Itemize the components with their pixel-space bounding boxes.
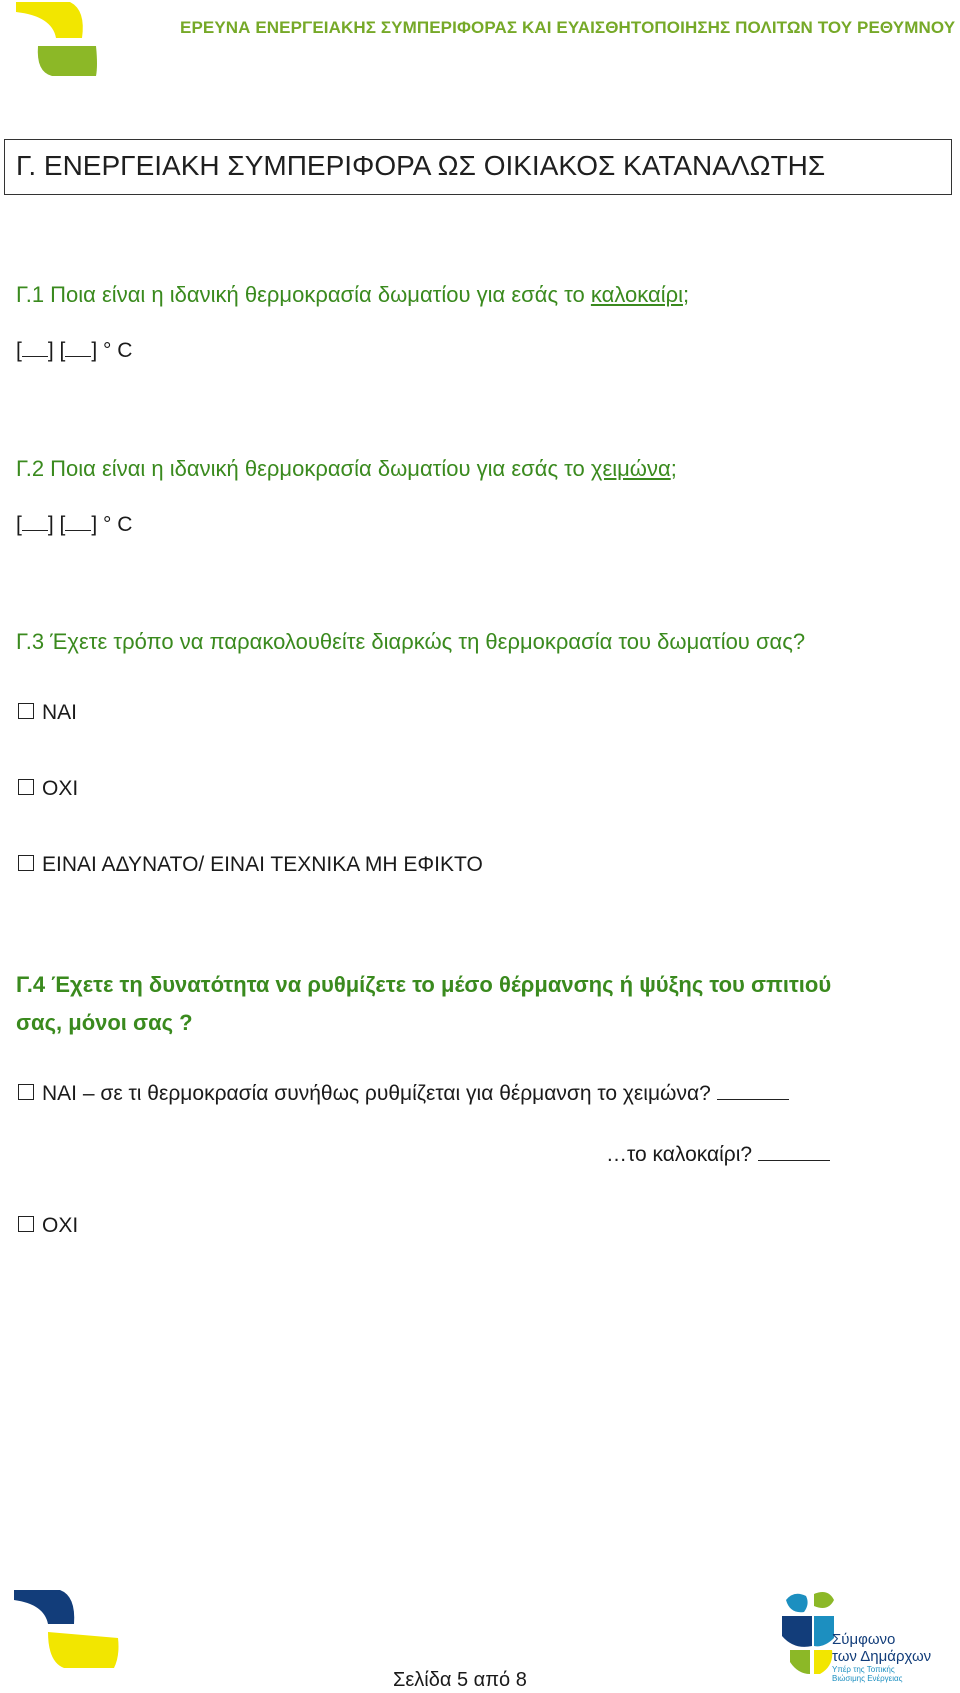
option-g4-no[interactable] bbox=[18, 1214, 78, 1238]
unit-celsius: ° C bbox=[103, 339, 133, 362]
logo-line-4: Βιώσιμης Ενέργειας bbox=[832, 1674, 903, 1683]
question-g1 bbox=[16, 282, 689, 308]
header-title: ΕΡΕΥΝΑ ΕΝΕΡΓΕΙΑΚΗΣ ΣΥΜΠΕΡΙΦΟΡΑΣ ΚΑΙ ΕΥΑΙΣΘΗΤΟΠΟΙΗΣΗΣ ΠΟΛΙΤΩΝ ΤΟΥ ΡΕΘΥΜΝΟΥ bbox=[180, 18, 956, 37]
unit-celsius: ° C bbox=[103, 513, 133, 536]
option-g3-no[interactable] bbox=[18, 777, 78, 801]
question-g1-emphasis: καλοκαίρι bbox=[590, 282, 683, 307]
question-g2 bbox=[16, 456, 677, 482]
checkbox[interactable] bbox=[18, 855, 34, 871]
temp-digit-2-field[interactable] bbox=[65, 512, 91, 531]
top-logo bbox=[12, 2, 104, 76]
question-g4-line1: Γ.4 Έχετε τη δυνατότητα να ρυθμίζετε το μέσο θέρμανσης ή ψύξης του σπιτιού bbox=[16, 972, 832, 997]
question-g2-end: ; bbox=[670, 456, 677, 481]
temp-digit-2-field[interactable] bbox=[65, 338, 91, 357]
page-number: Σελίδα 5 από 8 bbox=[393, 1669, 527, 1691]
option-label: ΟΧΙ bbox=[42, 1214, 79, 1237]
option-g4-yes[interactable] bbox=[18, 1081, 789, 1106]
checkbox[interactable] bbox=[18, 703, 34, 719]
temp-digit-1-field[interactable] bbox=[22, 338, 48, 357]
logo-line-1: Σύμφωνο bbox=[832, 1631, 896, 1648]
winter-temperature-field[interactable] bbox=[717, 1081, 789, 1100]
logo-text bbox=[832, 1631, 931, 1683]
bottom-left-logo bbox=[14, 1590, 120, 1670]
option-label: ΟΧΙ bbox=[42, 777, 79, 800]
section-title: Γ. ΕΝΕΡΓΕΙΑΚΗ ΣΥΜΠΕΡΙΦΟΡΑ ΩΣ ΟΙΚΙΑΚΟΣ ΚΑΤΑΝΑΛΩΤΗΣ bbox=[16, 150, 826, 181]
question-g2-emphasis: χειμώνα bbox=[590, 456, 671, 481]
question-g1-end: ; bbox=[682, 282, 690, 307]
checkbox[interactable] bbox=[18, 1216, 34, 1232]
option-g3-yes[interactable] bbox=[18, 701, 77, 725]
option-label: ΝΑΙ – σε τι θερμοκρασία συνήθως ρυθμίζεται για θέρμανση το χειμώνα? bbox=[42, 1082, 711, 1105]
option-g3-impossible[interactable] bbox=[18, 853, 483, 877]
question-g4-line2: σας, μόνοι σας ? bbox=[16, 1010, 193, 1035]
answer-g1-temperature: [ ] [ ] ° C bbox=[16, 339, 133, 362]
option-label: ΝΑΙ bbox=[42, 701, 78, 724]
summer-label: …το καλοκαίρι? bbox=[606, 1143, 753, 1166]
temp-digit-1-field[interactable] bbox=[22, 512, 48, 531]
logo-line-3: Υπέρ της Τοπικής bbox=[832, 1665, 895, 1674]
checkbox[interactable] bbox=[18, 1084, 34, 1100]
summer-temperature-field[interactable] bbox=[758, 1142, 830, 1161]
question-g3: Γ.3 Έχετε τρόπο να παρακολουθείτε διαρκώς τη θερμοκρασία του δωματίου σας? bbox=[16, 629, 806, 654]
logo-line-2: των Δημάρχων bbox=[832, 1648, 932, 1665]
question-g2-text: Γ.2 Ποια είναι η ιδανική θερμοκρασία δωματίου για εσάς το bbox=[16, 456, 591, 481]
option-label: ΕΙΝΑΙ ΑΔΥΝΑΤΟ/ ΕΙΝΑΙ ΤΕΧΝΙΚΑ ΜΗ ΕΦΙΚΤΟ bbox=[42, 853, 483, 876]
question-g1-text: Γ.1 Ποια είναι η ιδανική θερμοκρασία δωματίου για εσάς το bbox=[16, 282, 591, 307]
option-g4-summer bbox=[606, 1142, 830, 1167]
covenant-of-mayors-logo bbox=[780, 1590, 836, 1680]
checkbox[interactable] bbox=[18, 779, 34, 795]
answer-g2-temperature: [ ] [ ] ° C bbox=[16, 513, 133, 536]
